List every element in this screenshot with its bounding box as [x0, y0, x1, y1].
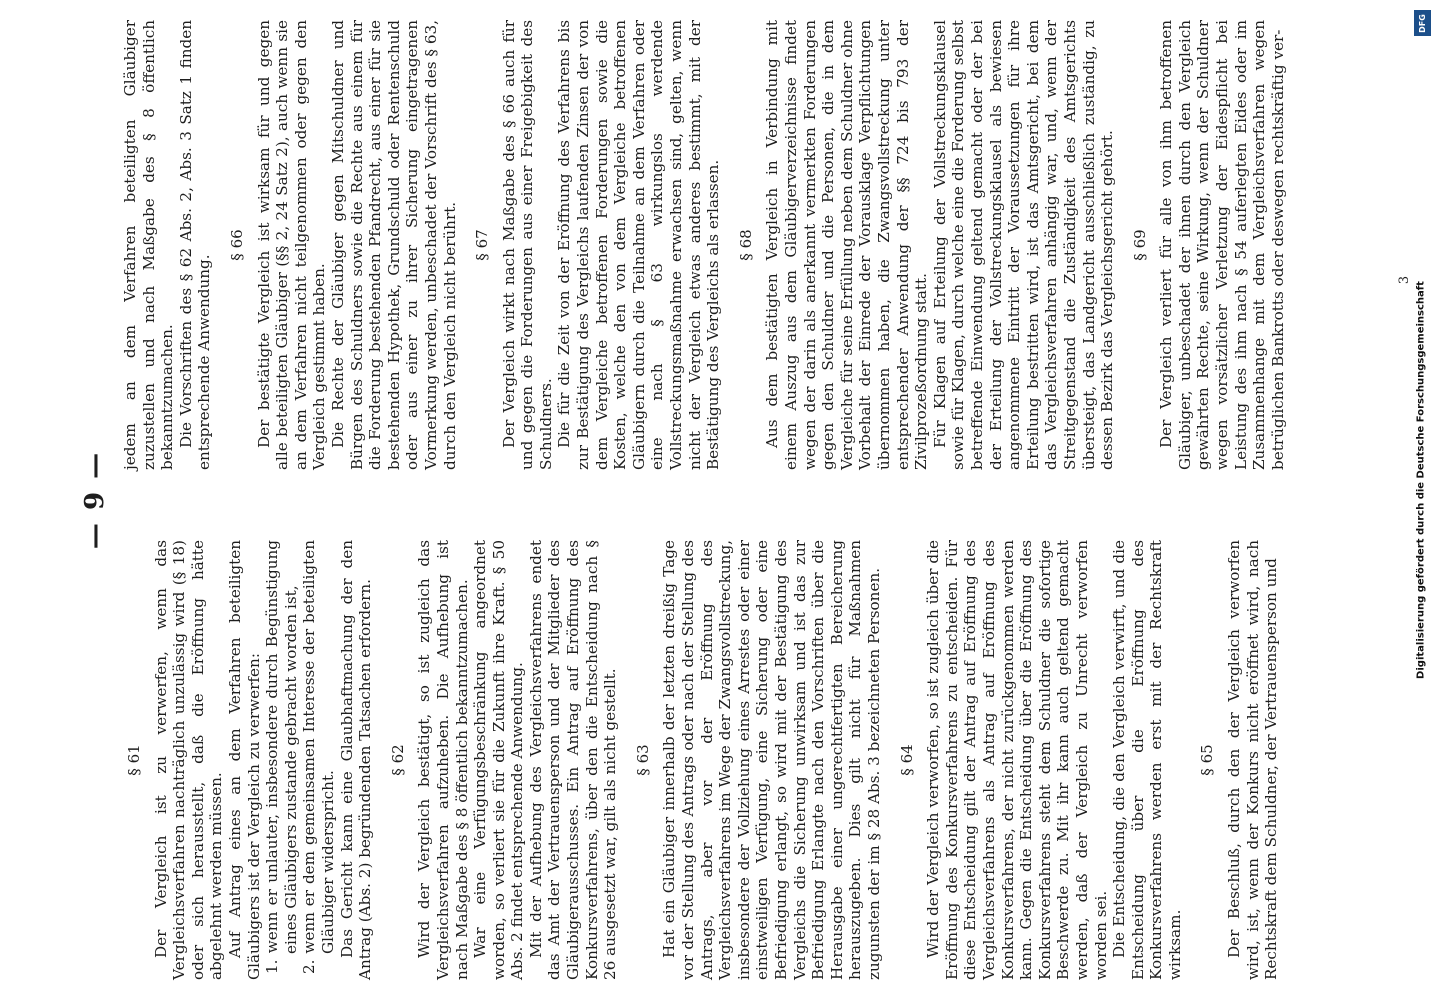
- page-number-header: — 9 —: [80, 450, 110, 550]
- paragraph: Der bestätigte Vergleich ist wirksam für und gegen alle beteiligten Gläubiger (§§ 2, 24 Satz 2), auch wenn sie an dem Verfahren nicht teilgenommen oder gegen den Vergleich gestimmt haben.: [254, 20, 329, 470]
- paragraph: Für Klagen auf Erteilung der Vollstreckungsklausel sowie für Klagen, durch welche eine die Forderung selbst betreffende Einwendung geltend gemacht oder der bei der Erteilung der Vollstreckungsklausel als bewiesen angenommene Eintritt der Voraussetzungen für ihre Erteilung bestritten wird, ist das Amtsgericht, bei dem das Vergleichsverfahren anhängig war, und, wenn der Streitgegenstand die Zuständigkeit des Amtsgerichts übersteigt, das Landgericht ausschließlich zuständig, zu dessen Bezirk das Vergleichsgericht gehört.: [930, 20, 1117, 470]
- paragraph: Die Entscheidung, die den Vergleich verwirft, und die Entscheidung über die Eröffnung des Konkursverfahrens werden erst mit der Rechtskraft wirksam.: [1110, 540, 1184, 980]
- paragraph: Der Vergleich wirkt nach Maßgabe des § 66 auch für und gegen die Forderungen aus einer Freigebigkeit des Schuldners.: [499, 20, 555, 470]
- dfg-logo: [1414, 10, 1431, 36]
- paragraph: Wird der Vergleich bestätigt, so ist zugleich das Vergleichsverfahren aufzuheben. Die Aufhebung ist nach Maßgabe des § 8 öffentlich bekanntzumachen.: [415, 540, 471, 980]
- section-heading-61: § 61: [125, 744, 143, 776]
- paragraph: Mit der Aufhebung des Vergleichsverfahrens endet das Amt der Vertrauensperson und der Mitglieder des Gläubigerausschusses. Ein Antrag auf Eröffnung des Konkursverfahrens, über den die Entscheidung nach § 26 ausgesetzt war, gilt als nicht gestellt.: [526, 540, 620, 980]
- paragraph: Hat ein Gläubiger innerhalb der letzten dreißig Tage vor der Stellung des Antrags oder nach der Stellung des Antrags, aber vor der Eröffnung des Vergleichsverfahrens im Wege der Zwangsvollstreckung, insbesondere der Vollziehung eines Arrestes oder einer einstweiligen Verfügung, eine Sicherung oder eine Befriedigung erlangt, so wird mit der Bestätigung des Vergleichs die Sicherung unwirksam und ist das zur Befriedigung Erlangte nach den Vorschriften über die Herausgabe einer ungerechtfertigten Bereicherung herauszugeben. Dies gilt nicht für Maßnahmen zugunsten der im § 28 Abs. 3 bezeichneten Personen.: [660, 540, 883, 980]
- paragraph: War eine Verfügungsbeschränkung angeordnet worden, so verliert sie für die Zukunft ihre Kraft. § 50 Abs. 2 findet entsprechende Anwendung.: [471, 540, 527, 980]
- paragraph: Der Vergleich ist zu verwerfen, wenn das Vergleichsverfahren nachträglich unzulässig wird (§ 18) oder sich herausstellt, daß die Eröffnung hätte abgelehnt werden müssen.: [151, 540, 226, 980]
- section-heading-62: § 62: [388, 744, 407, 776]
- digitization-credit: Digitalisierung gefördert durch die Deutsche Forschungsgemeinschaft: [1415, 281, 1427, 679]
- paragraph: Der Vergleich verliert für alle von ihm betroffenen Gläubiger, unbeschadet der ihnen durch den Vergleich gewährten Rechte, seine Wirkung, wenn der Schuldner wegen vorsätzlicher Verletzung der Eidespflicht bei Leistung des ihm nach § 54 auferlegten Eides oder im Zusammenhange mit dem Vergleichsverfahren wegen betrüglichen Bankrotts oder deswegen rechtskräftig ver-: [1157, 20, 1287, 470]
- paragraph-continuation: jedem an dem Verfahren beteiligten Gläubiger zuzustellen und nach Maßgabe des § 8 öffentlich bekanntzumachen.: [121, 20, 177, 470]
- section-heading-63: § 63: [633, 744, 652, 776]
- section-heading-67: § 67: [473, 229, 492, 261]
- right-column: [121, 20, 1287, 470]
- paragraph: Der Beschluß, durch den der Vergleich verworfen wird, ist, wenn der Konkurs nicht eröffnet wird, nach Rechtskraft dem Schuldner, der Vertrauensperson und: [1225, 540, 1281, 980]
- paragraph: Das Gericht kann eine Glaubhaftmachung der den Antrag (Abs. 2) begründenden Tatsachen erfordern.: [337, 540, 375, 980]
- section-heading-64: § 64: [897, 744, 916, 776]
- paragraph: Die Rechte der Gläubiger gegen Mitschuldner und Bürgen des Schuldners sowie die Rechte aus einem für die Forderung bestehenden Pfandrecht, aus einer für sie bestehenden Hypothek, Grundschuld oder Rentenschuld oder aus einer zu ihrer Sicherung eingetragenen Vormerkung werden, unbeschadet der Vorschrift des § 63, durch den Vergleich nicht berührt.: [328, 20, 459, 470]
- section-heading-65: § 65: [1198, 744, 1217, 776]
- paragraph: Aus dem bestätigten Vergleich in Verbindung mit einem Auszug aus dem Gläubigerverzeichnisse findet wegen der darin als anerkannt vermerkten Forderungen gegen den Schuldner und die Personen, die in dem Vergleiche für seine Erfüllung neben dem Schuldner ohne Vorbehalt der Einrede der Vorausklage Verpflichtungen übernommen haben, die Zwangsvollstreckung unter entsprechender Anwendung der §§ 724 bis 793 der Zivilprozeßordnung statt.: [763, 20, 931, 470]
- section-heading-66: § 66: [227, 229, 246, 261]
- signature-mark: 3: [1397, 275, 1412, 285]
- paragraph: Wird der Vergleich verworfen, so ist zugleich über die Eröffnung des Konkursverfahrens zu entscheiden. Für diese Entscheidung gilt der Antrag auf Eröffnung des Vergleichsverfahrens als Antrag auf Eröffnung des Konkursverfahrens, der nicht zurückgenommen werden kann. Gegen die Entscheidung über die Eröffnung des Konkursverfahrens steht dem Schuldner die sofortige Beschwerde zu. Mit ihr kann auch geltend gemacht werden, daß der Vergleich zu Unrecht verworfen worden sei.: [924, 540, 1110, 980]
- paragraph: Auf Antrag eines an dem Verfahren beteiligten Gläubigers ist der Vergleich zu verwerfen:: [225, 540, 263, 980]
- list-item: 2. wenn er dem gemeinsamen Interesse der beteiligten Gläubiger widerspricht.: [300, 540, 337, 974]
- paragraph: Die Vorschriften des § 62 Abs. 2, Abs. 3 Satz 1 finden entsprechende Anwendung.: [176, 20, 214, 470]
- list-item: 1. wenn er unlauter, insbesondere durch Begünstigung eines Gläubigers zustande gebracht worden ist,: [263, 540, 300, 974]
- rotated-document-page: [75, 20, 1434, 980]
- left-column: [121, 540, 1281, 980]
- dfg-logo-text: DFG: [1418, 13, 1428, 33]
- paragraph: Die für die Zeit von der Eröffnung des Verfahrens bis zur Bestätigung des Vergleichs laufenden Zinsen der von dem Vergleiche betroffenen Forderungen sowie die Kosten, welche den von dem Vergleiche betroffenen Gläubigern durch die Teilnahme an dem Verfahren oder eine nach § 63 wirkungslos werdende Vollstreckungsmaßnahme erwachsen sind, gelten, wenn nicht der Vergleich etwas anderes bestimmt, mit der Bestätigung des Vergleichs als erlassen.: [555, 20, 723, 470]
- section-heading-69: § 69: [1130, 229, 1149, 261]
- section-heading-68: § 68: [736, 229, 755, 261]
